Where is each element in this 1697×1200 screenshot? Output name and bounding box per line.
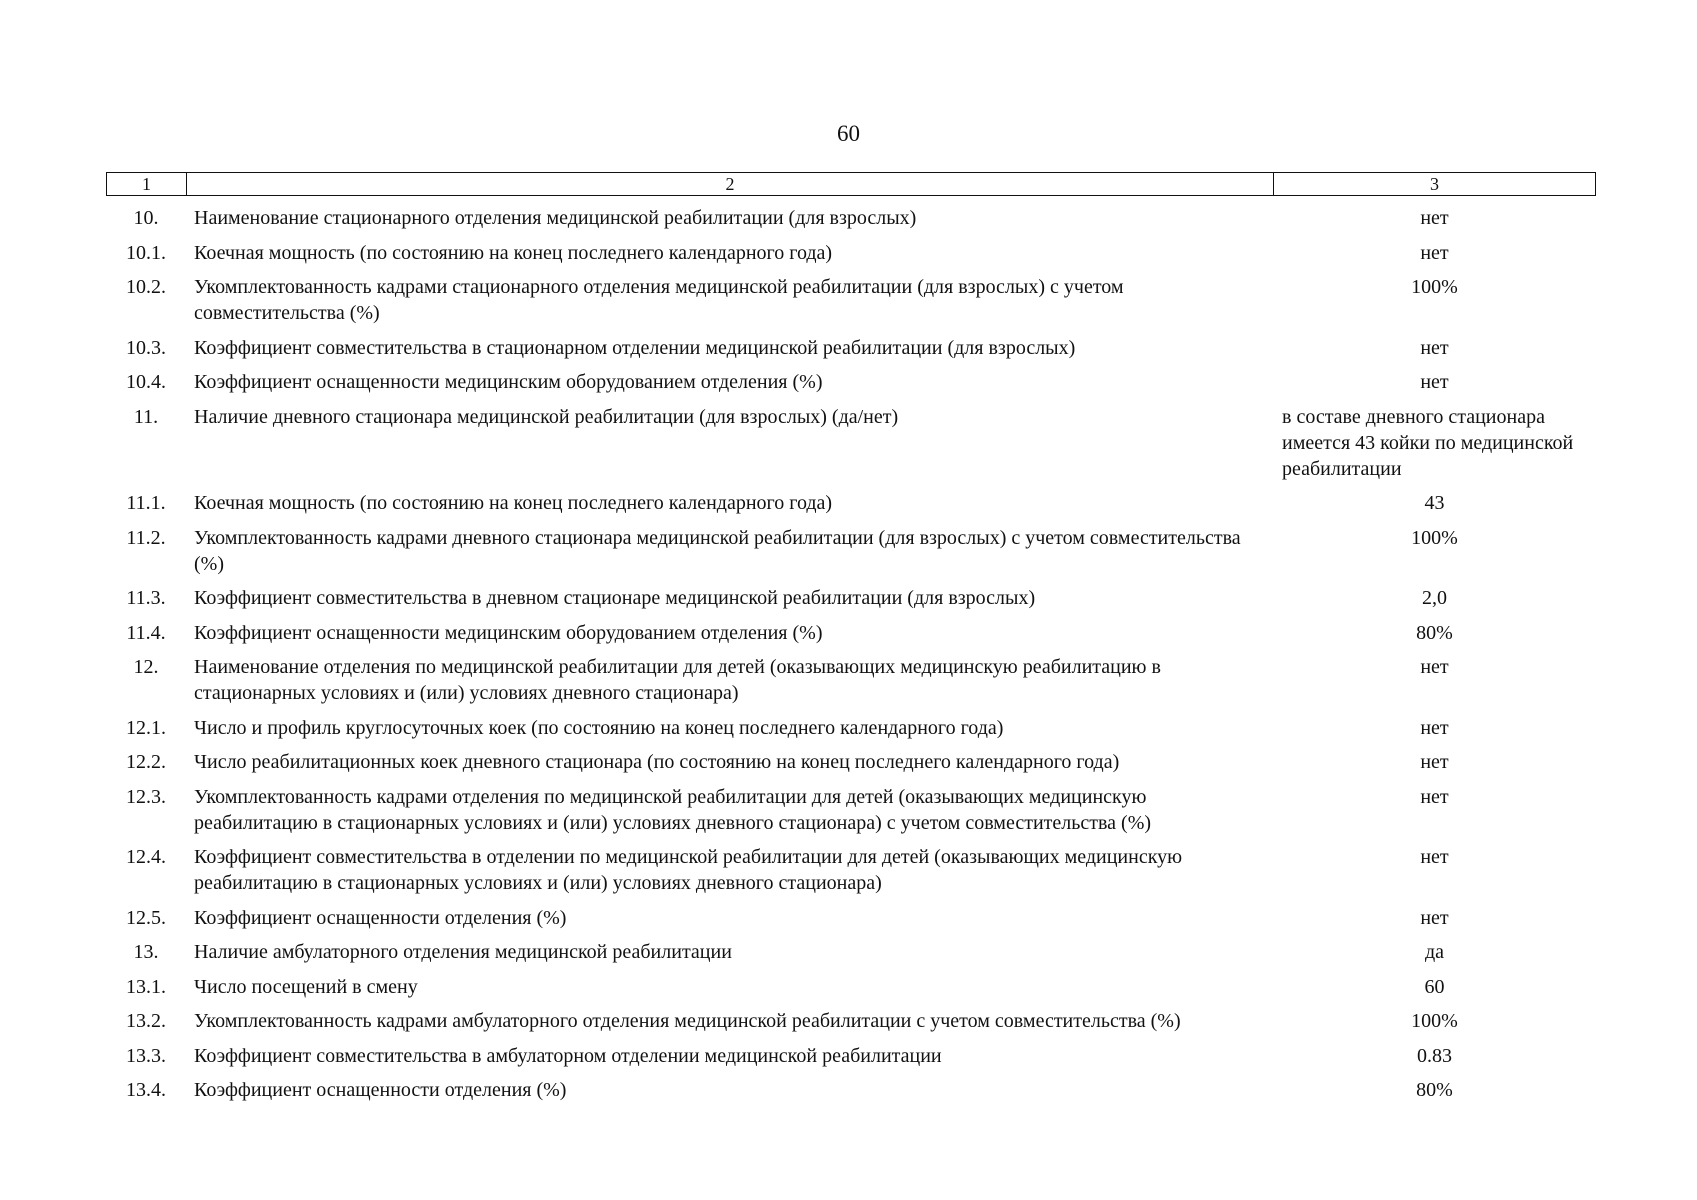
row-number: 13. — [133, 941, 159, 963]
row-value: нет — [1420, 906, 1449, 929]
column-header-1: 1 — [107, 173, 187, 195]
row-value: в составе дневного стационара имеется 43 койки по медицинской реабилитации — [1282, 405, 1574, 480]
row-value: нет — [1420, 656, 1449, 678]
table-row — [106, 939, 1596, 965]
row-description: Число посещений в смену — [194, 975, 418, 998]
row-value: 0.83 — [1417, 1044, 1452, 1067]
table-row — [106, 905, 1596, 931]
column-header-3: 3 — [1430, 174, 1439, 194]
row-number: 12.5. — [126, 906, 166, 929]
row-number: 12.1. — [126, 716, 166, 739]
row-number: 13.2. — [126, 1010, 166, 1032]
page-number: 60 — [837, 121, 860, 146]
table-row — [106, 844, 1596, 896]
row-description: Наименование стационарного отделения медицинской реабилитации (для взрослых) — [194, 207, 917, 229]
table-row — [106, 974, 1596, 1000]
row-description: Укомплектованность кадрами амбулаторного отделения медицинской реабилитации с учетом совместительства (%) — [194, 1010, 1181, 1032]
table-row — [106, 1008, 1596, 1034]
table-row — [106, 205, 1596, 231]
row-value: нет — [1420, 846, 1449, 868]
column-header-2: 2 — [187, 173, 1274, 195]
row-number: 11.4. — [126, 621, 166, 644]
row-value: 2,0 — [1422, 587, 1447, 609]
row-value: нет — [1420, 371, 1449, 393]
row-description: Число реабилитационных коек дневного стационара (по состоянию на конец последнего календарного года) — [194, 751, 1120, 773]
row-description: Число и профиль круглосуточных коек (по состоянию на конец последнего календарного года) — [194, 716, 1004, 739]
row-value: 100% — [1411, 1010, 1458, 1032]
table-row — [106, 1043, 1596, 1069]
table-row — [106, 490, 1596, 516]
row-description: Наличие дневного стационара медицинской реабилитации (для взрослых) (да/нет) — [194, 405, 899, 428]
table-row — [106, 585, 1596, 611]
row-number: 13.1. — [126, 975, 166, 998]
row-description: Укомплектованность кадрами дневного стационара медицинской реабилитации (для взрослых) с учетом совместительства (%) — [194, 526, 1241, 575]
row-number: 11.1. — [126, 492, 166, 514]
row-value: 100% — [1411, 526, 1458, 549]
row-description: Коэффициент совместительства в стационарном отделении медицинской реабилитации (для взрослых) — [194, 336, 1076, 359]
row-description: Наличие амбулаторного отделения медицинской реабилитации — [194, 941, 732, 963]
row-description: Коечная мощность (по состоянию на конец последнего календарного года) — [194, 492, 833, 514]
table-row — [106, 404, 1596, 482]
row-value: нет — [1420, 241, 1449, 264]
row-number: 13.4. — [126, 1079, 166, 1101]
row-value: нет — [1420, 751, 1449, 773]
row-number: 10.3. — [126, 336, 166, 359]
row-value: 80% — [1416, 1079, 1453, 1101]
row-value: нет — [1420, 785, 1449, 808]
table-row — [106, 240, 1596, 266]
row-description: Коэффициент совместительства в амбулаторном отделении медицинской реабилитации — [194, 1044, 942, 1067]
table-row — [106, 369, 1596, 395]
row-value: да — [1424, 941, 1445, 963]
table-row — [106, 620, 1596, 646]
table-row — [106, 335, 1596, 361]
row-number: 12. — [133, 656, 159, 678]
row-value: нет — [1420, 336, 1449, 359]
row-value: 80% — [1416, 621, 1453, 644]
row-number: 10. — [133, 207, 159, 229]
row-value: 43 — [1424, 492, 1445, 514]
row-number: 11.2. — [126, 526, 166, 549]
table-body — [106, 205, 1596, 1112]
row-description: Наименование отделения по медицинской реабилитации для детей (оказывающих медицинскую реабилитацию в стационарных условиях и (или) условиях дневного стационара) — [194, 656, 1161, 704]
row-number: 12.4. — [126, 846, 166, 868]
table-row — [106, 654, 1596, 706]
row-description: Коэффициент оснащенности отделения (%) — [194, 1079, 567, 1101]
table-row — [106, 715, 1596, 741]
table-row — [106, 525, 1596, 577]
row-value: 60 — [1424, 975, 1445, 998]
row-number: 10.1. — [126, 241, 166, 264]
row-description: Коэффициент оснащенности отделения (%) — [194, 906, 567, 929]
row-number: 12.3. — [126, 785, 166, 808]
row-number: 12.2. — [126, 751, 166, 773]
row-value: 100% — [1411, 276, 1458, 298]
table-header-row — [106, 172, 1596, 196]
row-value: нет — [1420, 207, 1449, 229]
row-number: 10.4. — [126, 371, 166, 393]
row-description: Коэффициент оснащенности медицинским оборудованием отделения (%) — [194, 621, 823, 644]
row-number: 11. — [133, 405, 159, 428]
row-description: Коэффициент совместительства в отделении по медицинской реабилитации для детей (оказывающих медицинскую реабилитацию в стационарных условиях и (или) условиях дневного стационара) — [194, 846, 1183, 894]
table-row — [106, 1077, 1596, 1103]
row-description: Укомплектованность кадрами отделения по медицинской реабилитации для детей (оказывающих медицинскую реабилитацию в стационарных условиях и (или) условиях дневного стационара) с учетом совместительства (%) — [194, 785, 1152, 834]
row-description: Коэффициент оснащенности медицинским оборудованием отделения (%) — [194, 371, 823, 393]
row-number: 11.3. — [126, 587, 166, 609]
table-row — [106, 749, 1596, 775]
row-description: Укомплектованность кадрами стационарного отделения медицинской реабилитации (для взрослых) с учетом совместительства (%) — [194, 276, 1124, 324]
row-number: 10.2. — [126, 276, 166, 298]
row-description: Коэффициент совместительства в дневном стационаре медицинской реабилитации (для взрослых) — [194, 587, 1036, 609]
row-number: 13.3. — [126, 1044, 166, 1067]
table-row — [106, 784, 1596, 836]
row-value: нет — [1420, 716, 1449, 739]
row-description: Коечная мощность (по состоянию на конец последнего календарного года) — [194, 241, 833, 264]
table-row — [106, 274, 1596, 326]
